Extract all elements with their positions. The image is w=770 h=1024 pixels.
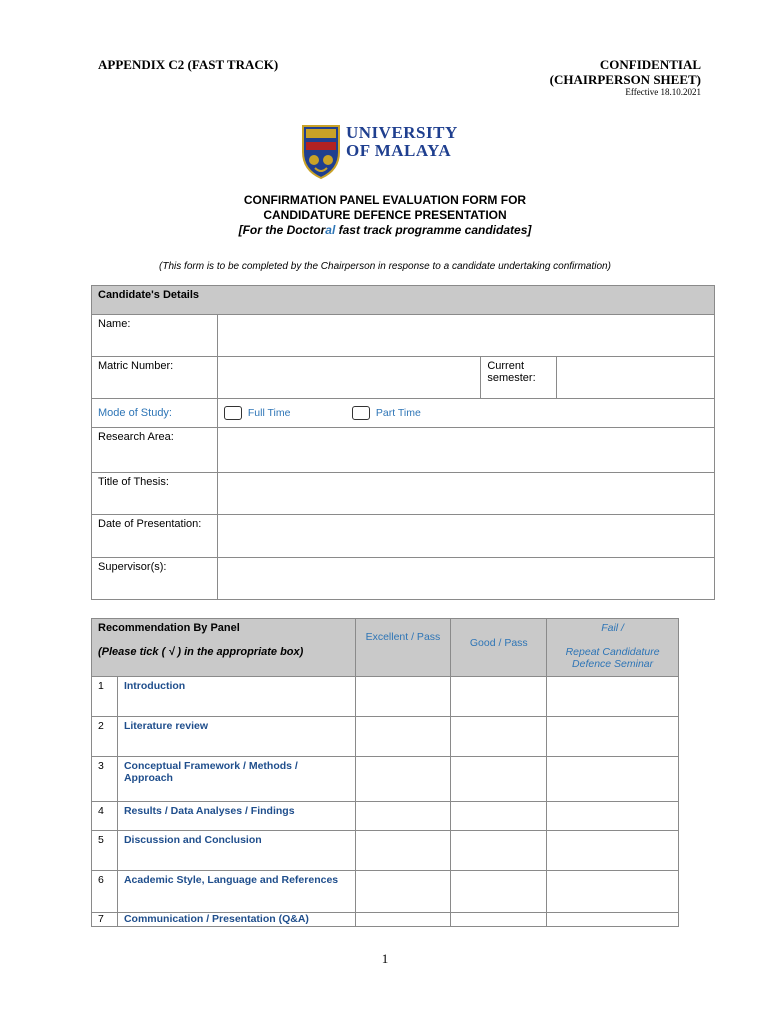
part-time-option[interactable]	[352, 407, 421, 419]
form-instruction: (This form is to be completed by the Chairperson in response to a candidate undertaking confirmation)	[159, 261, 611, 272]
tick-box-excellent[interactable]	[355, 717, 451, 757]
confidential-line1: CONFIDENTIAL	[599, 57, 701, 72]
name-field[interactable]	[217, 315, 714, 357]
supervisor-field[interactable]	[217, 558, 714, 600]
criterion-row	[92, 677, 679, 717]
tick-box-good[interactable]	[451, 831, 547, 871]
title-line3	[0, 223, 770, 238]
title-line3-c: fast track programme candidates]	[335, 223, 532, 237]
criterion-number: 4	[92, 802, 118, 831]
confidential-label	[550, 57, 701, 87]
criterion-row	[92, 757, 679, 802]
part-time-label: Part Time	[375, 406, 421, 419]
col-repeat-label: Repeat Candidature Defence Seminar	[565, 646, 660, 670]
title-line3-a: [For the Doctor	[238, 223, 326, 237]
tick-box-fail[interactable]	[547, 871, 679, 913]
crest-icon	[300, 122, 342, 180]
tick-box-fail[interactable]	[547, 757, 679, 802]
criterion-row	[92, 913, 679, 927]
candidate-details-heading: Candidate's Details	[92, 286, 715, 315]
appendix-label: APPENDIX C2 (FAST TRACK)	[98, 57, 279, 72]
tick-box-fail[interactable]	[547, 831, 679, 871]
title-line1: CONFIRMATION PANEL EVALUATION FORM FOR	[243, 193, 527, 207]
criterion-row	[92, 717, 679, 757]
university-name	[346, 124, 458, 160]
criterion-label: Results / Data Analyses / Findings	[117, 802, 355, 831]
tick-box-excellent[interactable]	[355, 802, 451, 831]
criterion-number: 1	[92, 677, 118, 717]
part-time-checkbox[interactable]	[352, 406, 370, 420]
full-time-option[interactable]	[224, 406, 352, 420]
thesis-title-label: Title of Thesis:	[92, 473, 218, 515]
tick-box-good[interactable]	[451, 913, 547, 927]
tick-box-excellent[interactable]	[355, 913, 451, 927]
panel-instruction: (Please tick ( √ ) in the appropriate box)	[98, 646, 304, 658]
tick-box-excellent[interactable]	[355, 831, 451, 871]
page-number: 1	[381, 951, 389, 966]
col-excellent-pass: Excellent / Pass	[355, 619, 451, 677]
research-area-field[interactable]	[217, 428, 714, 473]
criterion-row	[92, 871, 679, 913]
full-time-checkbox[interactable]	[224, 406, 242, 420]
criteria-rows	[92, 677, 679, 927]
semester-label: Current semester:	[481, 357, 557, 399]
tick-box-good[interactable]	[451, 717, 547, 757]
tick-box-excellent[interactable]	[355, 677, 451, 717]
university-name-line1: UNIVERSITY	[346, 123, 458, 142]
panel-recommendation-table	[91, 618, 679, 927]
tick-box-good[interactable]	[451, 677, 547, 717]
tick-box-good[interactable]	[451, 802, 547, 831]
thesis-title-field[interactable]	[217, 473, 714, 515]
form-title	[0, 193, 770, 238]
criterion-number: 3	[92, 757, 118, 802]
criterion-number: 7	[92, 913, 118, 927]
criterion-row	[92, 802, 679, 831]
col-good-pass: Good / Pass	[451, 619, 547, 677]
criterion-label: Literature review	[117, 717, 355, 757]
panel-heading-cell	[92, 619, 356, 677]
criterion-number: 5	[92, 831, 118, 871]
semester-field[interactable]	[557, 357, 715, 399]
name-label: Name:	[92, 315, 218, 357]
tick-box-excellent[interactable]	[355, 757, 451, 802]
full-time-label: Full Time	[247, 406, 291, 419]
criterion-label: Discussion and Conclusion	[117, 831, 355, 871]
tick-box-fail[interactable]	[547, 717, 679, 757]
candidate-details-table	[91, 285, 715, 600]
panel-heading: Recommendation By Panel	[98, 622, 240, 634]
university-logo	[300, 122, 470, 180]
tick-box-fail[interactable]	[547, 677, 679, 717]
criterion-label: Academic Style, Language and References	[117, 871, 355, 913]
title-line3-b: al	[325, 223, 336, 237]
criterion-label: Communication / Presentation (Q&A)	[117, 913, 355, 927]
title-line2: CANDIDATURE DEFENCE PRESENTATION	[263, 208, 507, 222]
tick-box-good[interactable]	[451, 757, 547, 802]
tick-box-fail[interactable]	[547, 802, 679, 831]
mode-label: Mode of Study:	[92, 399, 218, 428]
presentation-date-field[interactable]	[217, 515, 714, 558]
confidential-line2: (CHAIRPERSON SHEET)	[549, 72, 701, 87]
presentation-date-label: Date of Presentation:	[92, 515, 218, 558]
matric-label: Matric Number:	[92, 357, 218, 399]
research-area-label: Research Area:	[92, 428, 218, 473]
criterion-label: Conceptual Framework / Methods / Approach	[117, 757, 355, 802]
university-name-line2: OF MALAYA	[346, 141, 452, 160]
supervisor-label: Supervisor(s):	[92, 558, 218, 600]
criterion-row	[92, 831, 679, 871]
tick-box-good[interactable]	[451, 871, 547, 913]
effective-date: Effective 18.10.2021	[625, 87, 701, 97]
col-fail-label: Fail /	[601, 622, 624, 634]
tick-box-excellent[interactable]	[355, 871, 451, 913]
col-fail-repeat	[547, 619, 679, 677]
tick-box-fail[interactable]	[547, 913, 679, 927]
criterion-label: Introduction	[117, 677, 355, 717]
criterion-number: 6	[92, 871, 118, 913]
matric-field[interactable]	[217, 357, 480, 399]
mode-options	[217, 399, 714, 428]
criterion-number: 2	[92, 717, 118, 757]
